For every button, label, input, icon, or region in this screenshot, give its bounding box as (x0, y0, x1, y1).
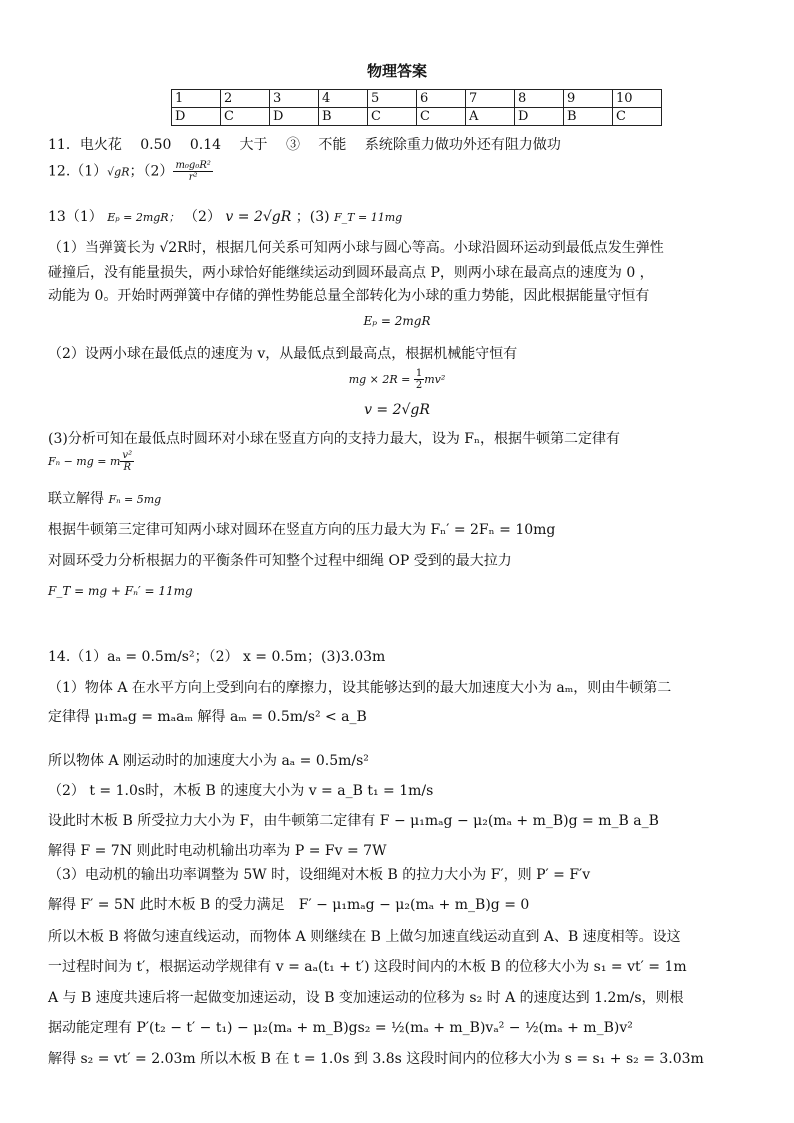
answer-cell: C (368, 108, 417, 126)
q13-eq4-numerator: v² (122, 450, 133, 461)
q14-line-2: 定律得 μ₁mₐg = mₐaₘ 解得 aₘ = 0.5m/s² < a_B (48, 709, 367, 725)
q13-equation-1: Eₚ = 2mgR (363, 314, 431, 328)
q12-numerator: m₀g₀R² (175, 160, 211, 171)
page-title: 物理答案 (366, 62, 427, 80)
q12-denominator: r² (188, 172, 198, 183)
question-number: 7 (466, 90, 515, 108)
q14-line-5: 设此时木板 B 所受拉力大小为 F，由牛顿第二定律有 F − μ₁mₐg − μ₂(mₐ + m_B)g = m_B a_B (48, 813, 659, 829)
q14-line-11: A 与 B 速度共速后将一起做变加速运动，设 B 变加速运动的位移为 s₂ 时 A 的速度达到 1.2m/s，则根 (48, 990, 684, 1006)
q14-line-6: 解得 F = 7N 则此时电动机输出功率为 P = Fv = 7W (48, 843, 387, 859)
q13-eq4-fraction (120, 450, 134, 473)
q13-head-eq1: Eₚ = 2mgR； (107, 211, 180, 224)
q13-eq4-denominator: R (123, 462, 132, 473)
answer-table-answers-row (172, 108, 662, 126)
q13-head-3: ；(3) (295, 209, 330, 225)
q14-line-10: 一过程时间为 t′，根据运动学规律有 v = aₐ(t₁ + t′) 这段时间内的木板 B 的位移大小为 s₁ = vt′ = 1m (48, 959, 687, 975)
q14-line-7: （3）电动机的输出功率调整为 5W 时，设细绳对木板 B 的拉力大小为 F′，则 P′ = F′v (48, 867, 591, 883)
q13-paragraph-1-line-2: 碰撞后，没有能量损失，两小球恰好能继续运动到圆环最高点 P，则两小球在最高点的速度为 0 ， (48, 265, 654, 281)
q12-prefix: 12.（1） (48, 163, 108, 180)
q13-paragraph-2: （2）设两小球在最低点的速度为 v，从最低点到最高点，根据机械能守恒有 (48, 346, 518, 362)
answer-cell: A (466, 108, 515, 126)
q12-part1: √gR (107, 165, 130, 179)
q13-head-eq3: F_T = 11mg (334, 211, 403, 224)
answer-table-numbers-row (172, 90, 662, 108)
q13-head-1: 13（1） (48, 209, 103, 225)
q13-head-2: （2） (184, 209, 221, 225)
question-number: 3 (270, 90, 319, 108)
q13-eq2-denominator: 2 (415, 380, 423, 391)
q13-eq2-right: mv² (424, 373, 446, 386)
q13-equation-3: v = 2√gR (364, 402, 430, 418)
q14-line-8: 解得 F′ = 5N 此时木板 B 的受力满足 F′ − μ₁mₐg − μ₂(mₐ + m_B)g = 0 (48, 897, 530, 913)
question-number: 10 (613, 90, 662, 108)
answer-cell: B (319, 108, 368, 126)
q13-equation-2 (0, 368, 794, 391)
q13-eq4-left: Fₙ − mg = m (48, 455, 121, 468)
q13-paragraph-1-line-3: 动能为 0。开始时两弹簧中存储的弹性势能总量全部转化为小球的重力势能，因此根据能量守恒有 (48, 288, 650, 304)
answer-cell: C (417, 108, 466, 126)
q13-eq2-fraction (414, 368, 424, 391)
answer-cell: B (564, 108, 613, 126)
answer-cell: C (613, 108, 662, 126)
q13-paragraph-3: (3)分析可知在最低点时圆环对小球在竖直方向的支持力最大，设为 Fₙ，根据牛顿第二定律有 (48, 431, 621, 447)
q14-line-3: 所以物体 A 刚运动时的加速度大小为 aₐ = 0.5m/s² (48, 753, 369, 769)
q14-line-1: （1）物体 A 在水平方向上受到向右的摩擦力，设其能够达到的最大加速度大小为 aₘ，则由牛顿第二 (48, 680, 672, 696)
q14-line-4: （2） t = 1.0s时，木板 B 的速度大小为 v = a_B t₁ = 1m/s (48, 783, 434, 799)
question-number: 6 (417, 90, 466, 108)
question-number: 8 (515, 90, 564, 108)
q13-equation-5: F_T = mg + Fₙ′ = 11mg (48, 584, 193, 598)
question-number: 9 (564, 90, 613, 108)
q13-paragraph-1-line-1: （1）当弹簧长为 √2R时，根据几何关系可知两小球与圆心等高。小球沿圆环运动到最低点发生弹性 (48, 240, 664, 256)
q14-line-12: 据动能定理有 P′(t₂ − t′ − t₁) − μ₂(mₐ + m_B)gs₂ = ½(mₐ + m_B)vₐ² − ½(mₐ + m_B)v² (48, 1020, 633, 1036)
q13-equation-4 (48, 450, 134, 473)
question-number: 5 (368, 90, 417, 108)
q13-eq2-numerator: 1 (415, 368, 423, 379)
q13-p4-text: 联立解得 (48, 491, 109, 507)
answer-cell: D (515, 108, 564, 126)
q12-answer (48, 160, 213, 183)
q13-paragraph-5: 根据牛顿第三定律可知两小球对圆环在竖直方向的压力最大为 Fₙ′ = 2Fₙ = 10mg (48, 522, 556, 538)
q14-header: 14.（1）aₐ = 0.5m/s²；（2） x = 0.5m；(3)3.03m (48, 649, 386, 665)
q13-paragraph-4 (48, 488, 161, 508)
q13-head-eq2: v = 2√gR (225, 209, 292, 225)
q14-line-9: 所以木板 B 将做匀速直线运动，而物体 A 则继续在 B 上做匀加速直线运动直到 A、B 速度相等。设这 (48, 929, 681, 945)
q12-fraction (173, 160, 212, 183)
question-number: 1 (172, 90, 221, 108)
question-number: 4 (319, 90, 368, 108)
q13-paragraph-6: 对圆环受力分析根据力的平衡条件可知整个过程中细绳 OP 受到的最大拉力 (48, 553, 512, 569)
question-number: 2 (221, 90, 270, 108)
answer-cell: D (172, 108, 221, 126)
q14-line-13: 解得 s₂ = vt′ = 2.03m 所以木板 B 在 t = 1.0s 到 3.8s 这段时间内的位移大小为 s = s₁ + s₂ = 3.03m (48, 1051, 704, 1067)
q13-eq2-left: mg × 2R = (348, 373, 414, 386)
answer-table (171, 89, 662, 126)
answer-cell: C (221, 108, 270, 126)
q11-answer: 11．电火花 0.50 0.14 大于 ③ 不能 系统除重力做功外还有阻力做功 (48, 137, 561, 153)
q12-mid: ；（2） (129, 163, 174, 180)
answer-cell: D (270, 108, 319, 126)
q13-header (48, 206, 402, 226)
q13-p4-equation: Fₙ = 5mg (108, 493, 162, 506)
